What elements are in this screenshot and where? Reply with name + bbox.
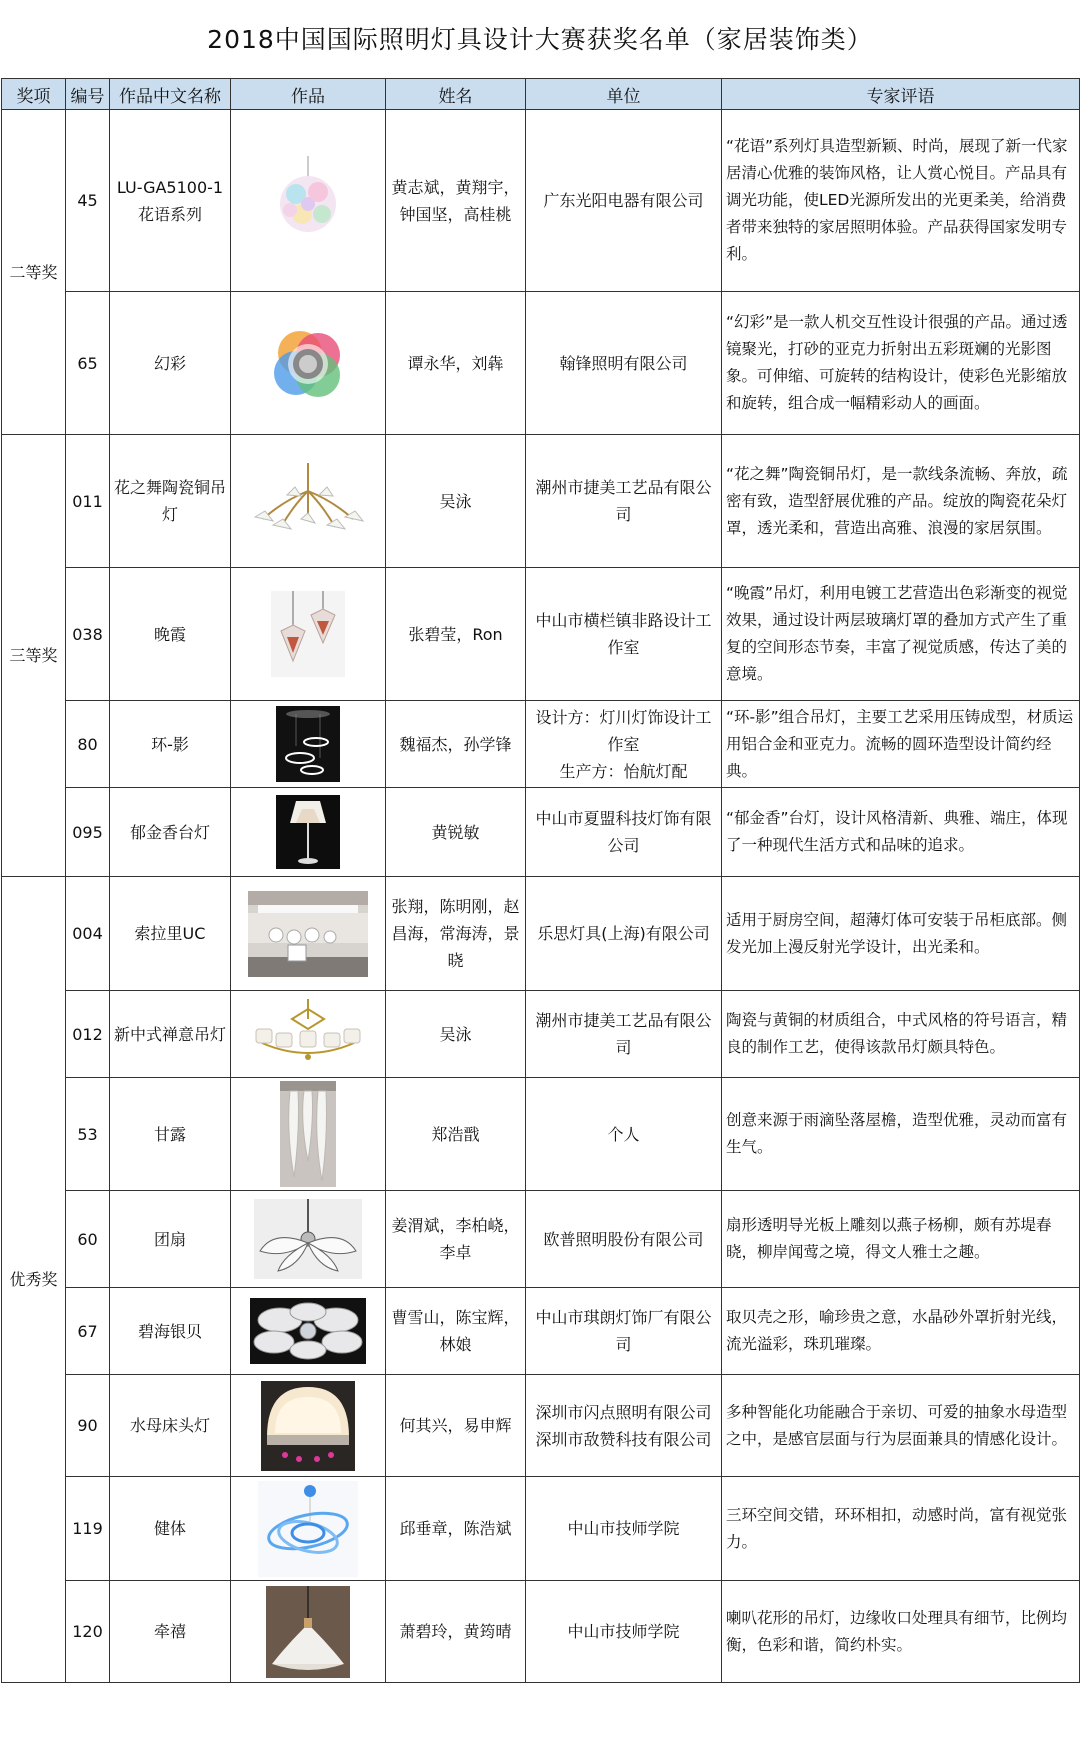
table-header-row (2, 79, 1080, 110)
jellyfish-lamp-image (261, 1381, 355, 1471)
cell-review: “环-影”组合吊灯，主要工艺采用压铸成型，材质运用铝合金和亚克力。流畅的圆环造型设计简约经典。 (722, 701, 1080, 788)
cell-person: 魏福杰，孙学锋 (386, 701, 526, 788)
award-excellent: 优秀奖 (2, 877, 66, 1683)
cell-unit: 中山市琪朗灯饰厂有限公司 (526, 1288, 722, 1375)
cell-review: 适用于厨房空间，超薄灯体可安装于吊柜底部。侧发光加上漫反射光学设计，出光柔和。 (722, 877, 1080, 991)
cell-name: 晚霞 (110, 568, 231, 701)
cell-name: 新中式禅意吊灯 (110, 991, 231, 1078)
header-number: 编号 (66, 79, 110, 110)
cell-review: 多种智能化功能融合于亲切、可爱的抽象水母造型之中，是感官层面与行为层面兼具的情感化设计。 (722, 1375, 1080, 1477)
table-row (2, 1375, 1080, 1477)
cell-name: 环-影 (110, 701, 231, 788)
header-person: 姓名 (386, 79, 526, 110)
cell-person: 张碧莹，Ron (386, 568, 526, 701)
cell-unit: 个人 (526, 1078, 722, 1191)
cell-review: 创意来源于雨滴坠落屋檐，造型优雅，灵动而富有生气。 (722, 1078, 1080, 1191)
cell-unit: 潮州市捷美工艺品有限公司 (526, 991, 722, 1078)
cell-number: 038 (66, 568, 110, 701)
cell-work (231, 1375, 386, 1477)
cell-name: LU-GA5100-1花语系列 (110, 110, 231, 292)
cell-work (231, 1078, 386, 1191)
table-row (2, 1477, 1080, 1581)
table-row (2, 110, 1080, 292)
cell-number: 80 (66, 701, 110, 788)
cell-unit: 中山市夏盟科技灯饰有限公司 (526, 788, 722, 877)
table-row (2, 1581, 1080, 1683)
table-row (2, 435, 1080, 568)
color-ring-lamp-image (270, 323, 346, 403)
table-row (2, 877, 1080, 991)
cell-work (231, 991, 386, 1078)
cell-review: “郁金香”台灯，设计风格清新、典雅、端庄，体现了一种现代生活方式和品味的追求。 (722, 788, 1080, 877)
cell-work (231, 435, 386, 568)
table-row (2, 1191, 1080, 1288)
cell-person: 黄志斌，黄翔宇，钟国坚，高桂桃 (386, 110, 526, 292)
cell-person: 吴泳 (386, 435, 526, 568)
cell-review: 扇形透明导光板上雕刻以燕子杨柳，颇有苏堤春晓，柳岸闻莺之境，得文人雅士之趣。 (722, 1191, 1080, 1288)
cell-number: 119 (66, 1477, 110, 1581)
cell-name: 水母床头灯 (110, 1375, 231, 1477)
cell-number: 65 (66, 292, 110, 435)
award-table (1, 78, 1080, 1683)
cell-number: 004 (66, 877, 110, 991)
pendant-pair-image (271, 591, 345, 677)
cell-work (231, 1288, 386, 1375)
cell-name: 郁金香台灯 (110, 788, 231, 877)
table-row (2, 788, 1080, 877)
cell-person: 吴泳 (386, 991, 526, 1078)
cell-review: 取贝壳之形，喻珍贵之意，水晶砂外罩折射光线，流光溢彩，珠玑璀璨。 (722, 1288, 1080, 1375)
cell-name: 幻彩 (110, 292, 231, 435)
cell-name: 团扇 (110, 1191, 231, 1288)
cell-person: 姜渭斌，李柏峣，李卓 (386, 1191, 526, 1288)
cell-work (231, 292, 386, 435)
unit-line: 深圳市闪点照明有限公司 (535, 1402, 712, 1422)
cell-number: 012 (66, 991, 110, 1078)
cell-unit: 潮州市捷美工艺品有限公司 (526, 435, 722, 568)
table-row (2, 991, 1080, 1078)
ceramic-chandelier-image (243, 461, 373, 541)
award-second: 二等奖 (2, 110, 66, 435)
cell-person: 曹雪山，陈宝辉，林娘 (386, 1288, 526, 1375)
unit-line: 设计方：灯川灯饰设计工作室 (535, 707, 712, 754)
cell-review: “花语”系列灯具造型新颖、时尚，展现了新一代家居清心优雅的装饰风格，让人赏心悦目。产品具有调光功能，使LED光源所发出的光更柔美，给消费者带来独特的家居照明体验。产品获得国家发明专利。 (722, 110, 1080, 292)
triple-ring-lamp-image (258, 1481, 358, 1577)
header-award: 奖项 (2, 79, 66, 110)
cell-name: 甘露 (110, 1078, 231, 1191)
cell-name: 健体 (110, 1477, 231, 1581)
cell-person: 郑浩戬 (386, 1078, 526, 1191)
cell-name: 碧海银贝 (110, 1288, 231, 1375)
header-unit: 单位 (526, 79, 722, 110)
ring-pendant-image (276, 706, 340, 782)
rain-drop-lamp-image (280, 1081, 336, 1187)
cell-unit (526, 701, 722, 788)
cell-work (231, 1477, 386, 1581)
page-title: 2018中国国际照明灯具设计大赛获奖名单（家居装饰类） (207, 25, 873, 54)
cell-number: 60 (66, 1191, 110, 1288)
table-row (2, 701, 1080, 788)
header-review: 专家评语 (722, 79, 1080, 110)
award-table-wrapper (0, 78, 1080, 1683)
cell-work (231, 701, 386, 788)
cell-number: 90 (66, 1375, 110, 1477)
cell-name: 牵禧 (110, 1581, 231, 1683)
cell-unit (526, 1375, 722, 1477)
cell-name: 花之舞陶瓷铜吊灯 (110, 435, 231, 568)
tulip-table-lamp-image (276, 795, 340, 869)
cell-review: “花之舞”陶瓷铜吊灯，是一款线条流畅、奔放，疏密有致，造型舒展优雅的产品。绽放的陶瓷花朵灯罩，透光柔和，营造出高雅、浪漫的家居氛围。 (722, 435, 1080, 568)
cell-person: 邱垂章，陈浩斌 (386, 1477, 526, 1581)
fan-chandelier-image (254, 1199, 362, 1279)
cell-number: 095 (66, 788, 110, 877)
cell-review: 喇叭花形的吊灯，边缘收口处理具有细节，比例均衡，色彩和谐，简约朴实。 (722, 1581, 1080, 1683)
cell-name: 索拉里UC (110, 877, 231, 991)
cell-review: 陶瓷与黄铜的材质组合，中式风格的符号语言，精良的制作工艺，使得该款吊灯颇具特色。 (722, 991, 1080, 1078)
cell-review: “晚霞”吊灯，利用电镀工艺营造出色彩渐变的视觉效果，通过设计两层玻璃灯罩的叠加方式产生了重复的空间形态节奏，丰富了视觉质感，传达了美的意境。 (722, 568, 1080, 701)
flower-cluster-lamp-image (272, 156, 344, 246)
cell-work (231, 877, 386, 991)
cell-unit: 欧普照明股份有限公司 (526, 1191, 722, 1288)
cell-unit: 乐思灯具(上海)有限公司 (526, 877, 722, 991)
cell-number: 120 (66, 1581, 110, 1683)
shell-lamp-image (250, 1298, 366, 1364)
unit-line: 深圳市敌赞科技有限公司 (535, 1429, 712, 1449)
cell-person: 张翔，陈明刚，赵昌海，常海涛，景晓 (386, 877, 526, 991)
table-row (2, 568, 1080, 701)
table-row (2, 1078, 1080, 1191)
cell-number: 45 (66, 110, 110, 292)
header-name: 作品中文名称 (110, 79, 231, 110)
cell-work (231, 110, 386, 292)
cell-number: 011 (66, 435, 110, 568)
cell-unit: 中山市横栏镇非路设计工作室 (526, 568, 722, 701)
unit-line: 生产方：怡航灯配 (559, 761, 688, 781)
cell-unit: 中山市技师学院 (526, 1477, 722, 1581)
cell-unit: 中山市技师学院 (526, 1581, 722, 1683)
cell-work (231, 788, 386, 877)
cell-person: 萧碧玲，黄筠晴 (386, 1581, 526, 1683)
cell-person: 黄锐敏 (386, 788, 526, 877)
award-third: 三等奖 (2, 435, 66, 877)
trumpet-pendant-image (266, 1586, 350, 1678)
cell-work (231, 568, 386, 701)
under-cabinet-light-image (248, 891, 368, 977)
cell-review: 三环空间交错，环环相扣，动感时尚，富有视觉张力。 (722, 1477, 1080, 1581)
cell-number: 53 (66, 1078, 110, 1191)
cell-work (231, 1191, 386, 1288)
cell-unit: 广东光阳电器有限公司 (526, 110, 722, 292)
cell-person: 谭永华，刘犇 (386, 292, 526, 435)
zen-chandelier-image (252, 999, 364, 1069)
header-work: 作品 (231, 79, 386, 110)
table-row (2, 292, 1080, 435)
cell-review: “幻彩”是一款人机交互性设计很强的产品。通过透镜聚光，打砂的亚克力折射出五彩斑斓的光影图象。可伸缩、可旋转的结构设计，使彩色光影缩放和旋转，组合成一幅精彩动人的画面。 (722, 292, 1080, 435)
cell-unit: 翰锋照明有限公司 (526, 292, 722, 435)
table-row (2, 1288, 1080, 1375)
cell-person: 何其兴，易申辉 (386, 1375, 526, 1477)
cell-number: 67 (66, 1288, 110, 1375)
cell-work (231, 1581, 386, 1683)
